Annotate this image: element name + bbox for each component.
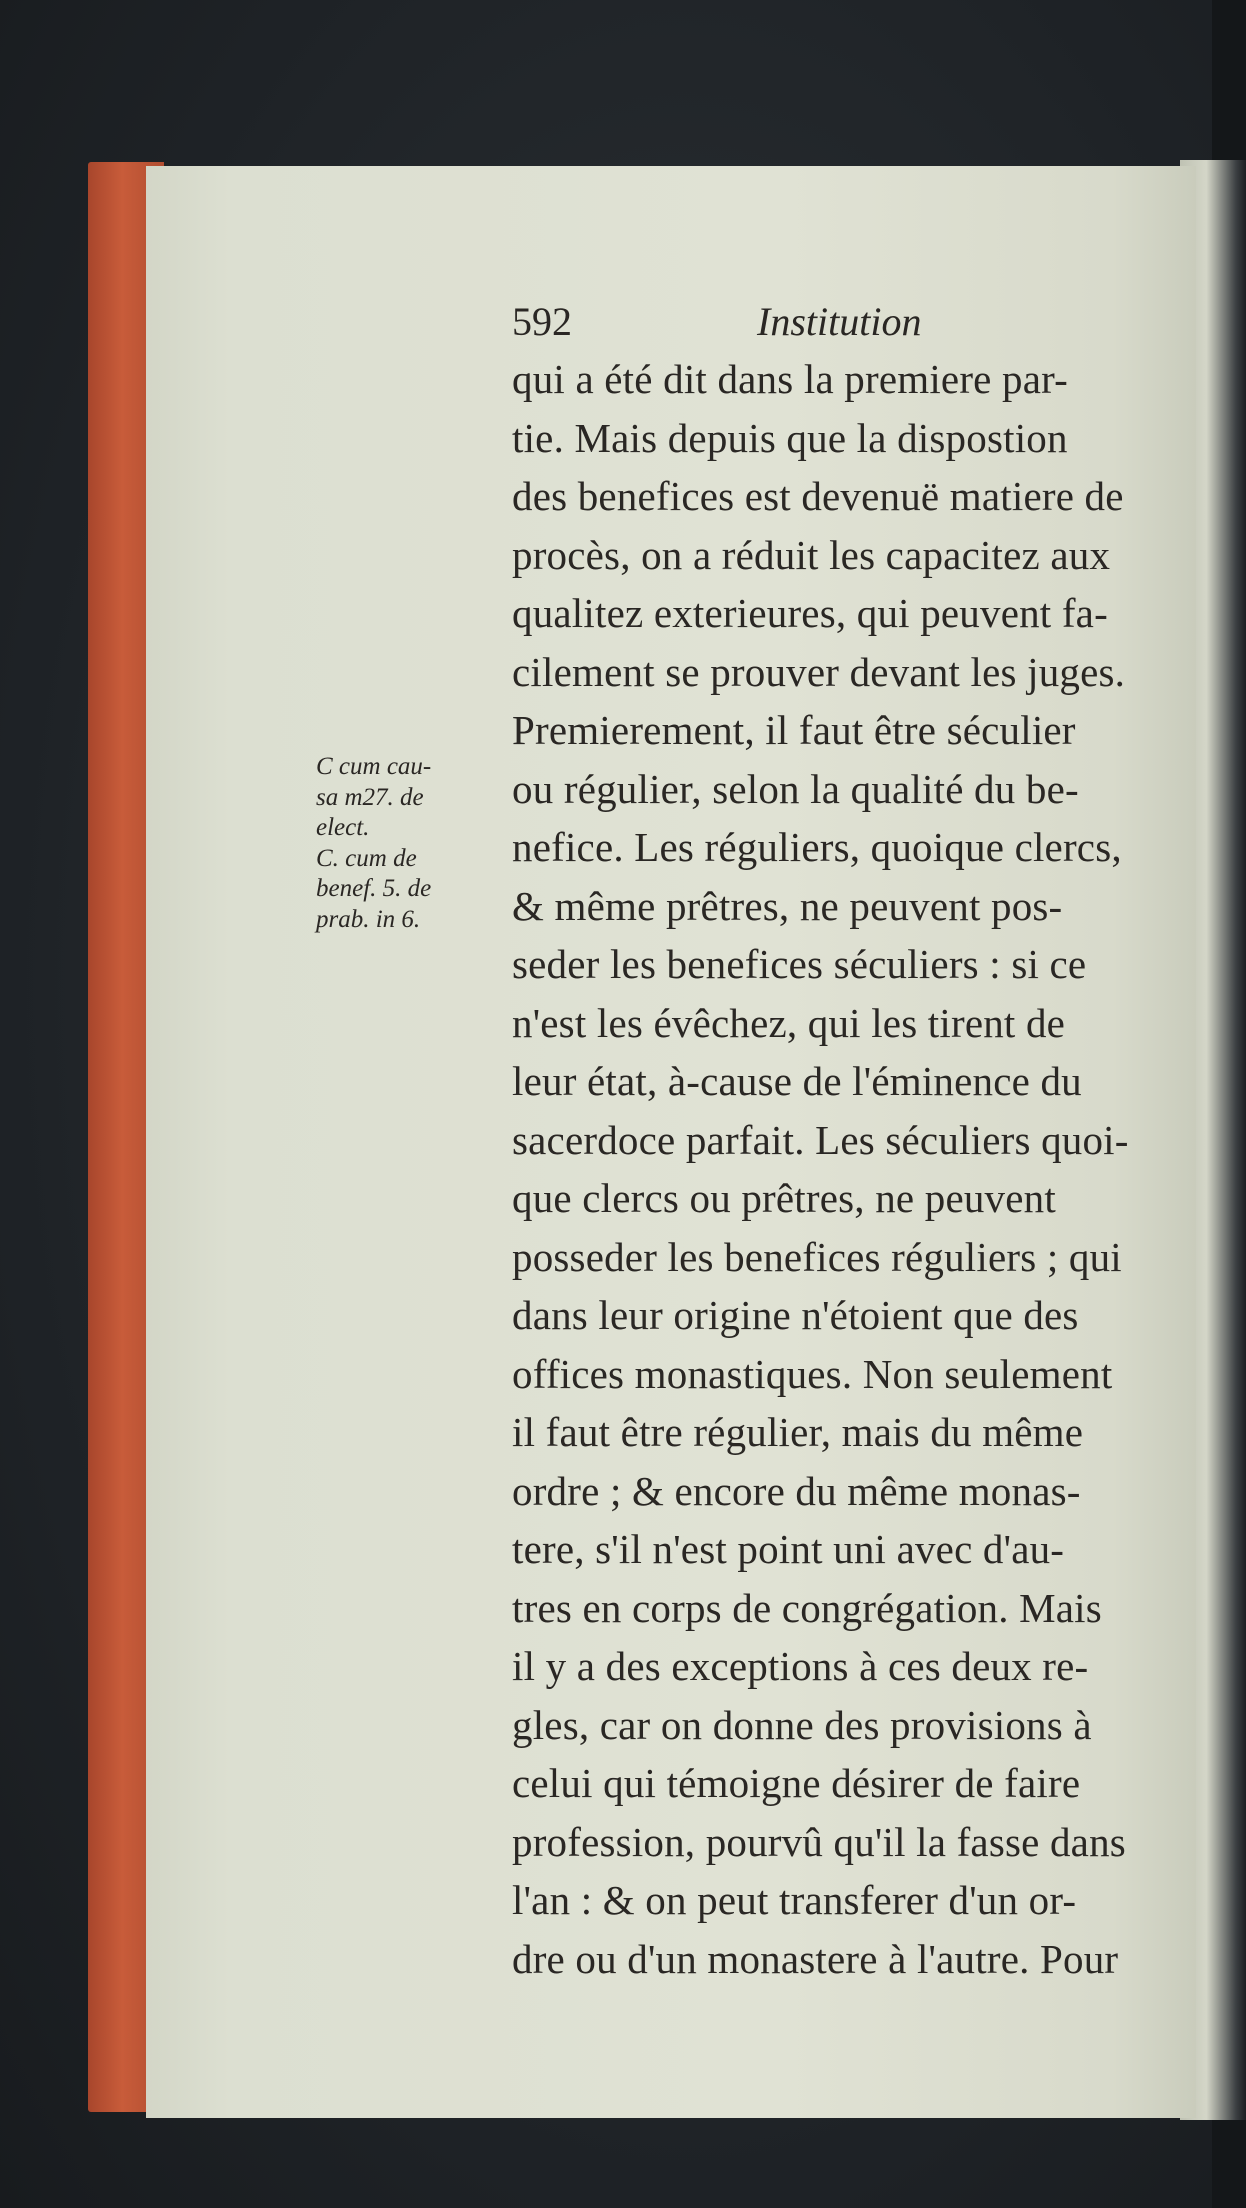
text-line: l'an : & on peut transferer d'un or- bbox=[512, 1877, 1077, 1923]
margin-note bbox=[316, 752, 502, 935]
page-number: 592 bbox=[512, 299, 572, 344]
text-line: que clercs ou prêtres, ne peuvent bbox=[512, 1175, 1056, 1221]
margin-note-line: sa m27. de bbox=[316, 783, 424, 811]
text-line: tere, s'il n'est point uni avec d'au- bbox=[512, 1526, 1065, 1572]
body-text bbox=[512, 350, 1192, 1988]
margin-note-line: C cum cau- bbox=[316, 753, 432, 780]
text-line: il faut être régulier, mais du même bbox=[512, 1409, 1084, 1455]
text-line: il y a des exceptions à ces deux re- bbox=[512, 1643, 1089, 1689]
text-line: profession, pourvû qu'il la fasse dans bbox=[512, 1818, 1126, 1865]
running-title: Institution bbox=[757, 299, 922, 344]
text-line: ou régulier, selon la qualité du be- bbox=[512, 765, 1079, 812]
text-line: dans leur origine n'étoient que des bbox=[512, 1292, 1079, 1338]
text-line: procès, on a réduit les capacitez aux bbox=[512, 531, 1111, 578]
text-line: sacerdoce parfait. Les séculiers quoi- bbox=[512, 1116, 1129, 1163]
text-line: leur état, à-cause de l'éminence du bbox=[512, 1058, 1082, 1104]
text-line: qualitez exterieures, qui peuvent fa- bbox=[512, 590, 1108, 636]
text-line: & même prêtres, ne peuvent pos- bbox=[512, 882, 1063, 929]
text-line: gles, car on donne des provisions à bbox=[512, 1701, 1092, 1748]
text-line: offices monastiques. Non seulement bbox=[512, 1350, 1113, 1397]
text-line: n'est les évêchez, qui les tirent de bbox=[512, 999, 1066, 1046]
text-line: qui a été dit dans la premiere par- bbox=[512, 356, 1069, 402]
margin-note-line: C. cum de bbox=[316, 844, 417, 872]
text-line: posseder les benefices réguliers ; qui bbox=[512, 1233, 1122, 1280]
margin-note-line: benef. 5. de bbox=[316, 875, 432, 902]
text-line: Premierement, il faut être séculier bbox=[512, 707, 1076, 753]
text-line: ordre ; & encore du même monas- bbox=[512, 1467, 1081, 1514]
text-line: celui qui témoigne désirer de faire bbox=[512, 1760, 1081, 1806]
text-line: dre ou d'un monastere à l'autre. Pour bbox=[512, 1935, 1119, 1982]
text-line: seder les benefices séculiers : si ce bbox=[512, 941, 1087, 987]
running-head bbox=[512, 300, 1212, 344]
margin-note-line: prab. in 6. bbox=[316, 905, 421, 933]
margin-note-line: elect. bbox=[316, 814, 370, 841]
text-line: nefice. Les réguliers, quoique clercs, bbox=[512, 824, 1122, 870]
text-line: tres en corps de congrégation. Mais bbox=[512, 1584, 1102, 1631]
text-line: tie. Mais depuis que la dispostion bbox=[512, 414, 1068, 461]
text-line: cilement se prouver devant les juges. bbox=[512, 648, 1126, 695]
text-line: des benefices est devenuë matiere de bbox=[512, 473, 1124, 519]
